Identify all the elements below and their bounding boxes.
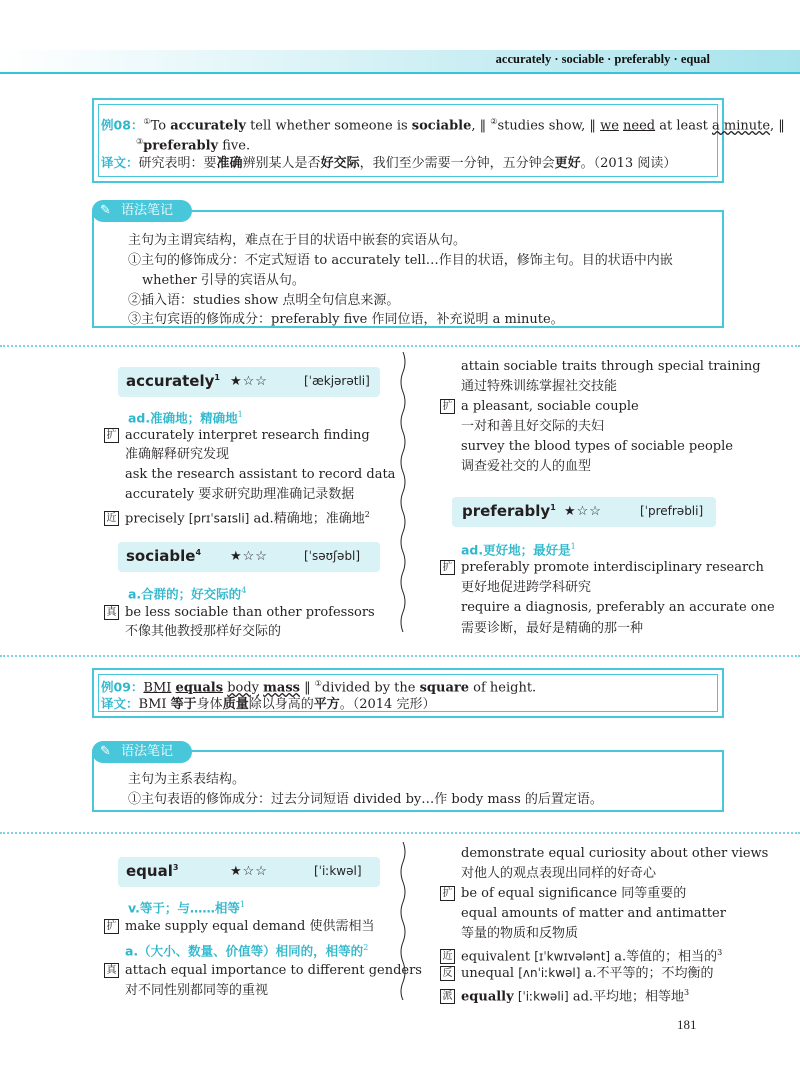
pen-icon: ✎ (100, 744, 111, 759)
note-1-line: ③主句宾语的修饰成分：preferably five 作同位语，补充说明 a minute。 (128, 312, 564, 327)
phrase-zh: 对不同性别都同等的重视 (125, 983, 269, 998)
synonym: 近 precisely [prɪˈsaɪsli] ad.精确地；准确地$^2$ (104, 506, 370, 528)
phrase: equal amounts of matter and antimatter (461, 906, 726, 921)
entry-head-accurately: accurately$^1$ ★☆☆ [ˈækjərətli] (118, 367, 380, 397)
antonym: 反 unequal [ʌnˈiːkwəl] a.不平等的；不均衡的 (440, 964, 713, 983)
phrase: attain sociable traits through special training (461, 359, 761, 374)
note-1-line: ②插入语：studies show 点明全句信息来源。 (128, 293, 400, 308)
phrase-zh: 不像其他教授那样好交际的 (125, 624, 282, 639)
phrase: 扩 accurately interpret research finding (104, 427, 370, 445)
phrase-zh: 通过特殊训练掌握社交技能 (461, 379, 618, 394)
phrase-zh: 对他人的观点表现出同样的好奇心 (461, 866, 657, 881)
phrase-zh: 等量的物质和反物质 (461, 926, 579, 941)
pos-accurately: ad.准确地；精确地$^1$ (128, 410, 243, 426)
note-1-line: 主句为主谓宾结构，难点在于目的状语中嵌套的宾语从句。 (128, 233, 467, 248)
rating-stars: ★☆☆ (230, 549, 268, 564)
phrase-zh: 更好地促进跨学科研究 (461, 580, 592, 595)
phrase: require a diagnosis, preferably an accurate one (461, 600, 775, 615)
phrase: demonstrate equal curiosity about other views (461, 846, 769, 861)
header-rule (0, 72, 800, 74)
phrase-zh: 调查爱社交的人的血型 (461, 459, 592, 474)
pos-preferably: ad.更好地；最好是$^1$ (461, 542, 576, 558)
phrase: 真 be less sociable than other professors (104, 604, 375, 622)
note-2-line: 主句为主系表结构。 (128, 772, 246, 787)
note-2-line: ①主句表语的修饰成分：过去分词短语 divided by…作 body mass 的后置定语。 (128, 792, 603, 807)
rating-stars: ★☆☆ (564, 504, 602, 519)
derivative: 派 equally [ˈiːkwəli] ad.平均地；相等地$^3$ (440, 984, 689, 1006)
header-title: accurately · sociable · preferably · equal (495, 52, 710, 66)
phrase: survey the blood types of sociable people (461, 439, 733, 454)
phrase-zh: 需要诊断，最好是精确的那一种 (461, 621, 644, 636)
section-divider (0, 655, 800, 657)
column-divider (397, 352, 409, 642)
pos-equal-adj: a.（大小、数量、价值等）相同的，相等的$^2$ (125, 943, 369, 959)
example-08-sentence-line1: 例08：①To accurately tell whether someone is sociable, ‖ ②studies show, ‖ we need at least a minute, ‖ (101, 117, 785, 134)
example-09-sentence: 例09：BMI equals body mass ‖ ①divided by the square of height. (101, 679, 537, 696)
synonym: 近 equivalent [ɪˈkwɪvələnt] a.等值的；相当的$^3$ (440, 944, 722, 966)
phrase: 扩 be of equal significance 同等重要的 (440, 885, 686, 903)
example-09-translation: 译文：BMI 等于身体质量除以身高的平方。（2014 完形） (101, 696, 436, 712)
entry-head-equal: equal$^3$ ★☆☆ [ˈiːkwəl] (118, 857, 380, 887)
column-divider (397, 842, 409, 1000)
example-08-sentence-line2: ③preferably five. (136, 137, 251, 154)
page-number: 181 (677, 1017, 697, 1032)
pen-icon: ✎ (100, 203, 111, 218)
phrase: 扩 preferably promote interdisciplinary research (440, 559, 764, 577)
example-08-translation: 译文：研究表明：要准确辨别某人是否好交际，我们至少需要一分钟，五分钟会更好。（2013 阅读） (101, 155, 677, 171)
grammar-note-2-tab: ✎ 语法笔记 (92, 741, 192, 763)
phrase-zh: 一对和善且好交际的夫妇 (461, 419, 605, 434)
note-1-line: whether 引导的宾语从句。 (142, 273, 305, 288)
entry-head-sociable: sociable$^4$ ★☆☆ [ˈsəʊʃəbl] (118, 542, 380, 572)
rating-stars: ★☆☆ (230, 864, 268, 879)
phrase: 真 attach equal importance to different genders (104, 962, 422, 980)
phrase: 扩 a pleasant, sociable couple (440, 398, 639, 416)
section-divider (0, 345, 800, 347)
phrase: accurately 要求研究助理准确记录数据 (125, 487, 355, 502)
phrase: 扩 make supply equal demand 使供需相当 (104, 918, 374, 936)
pos-sociable: a.合群的；好交际的$^4$ (128, 586, 247, 602)
entry-head-preferably: preferably$^1$ ★☆☆ [ˈprefrəbli] (452, 497, 716, 527)
phrase-zh: 准确解释研究发现 (125, 447, 230, 462)
pos-equal-verb: v.等于；与……相等$^1$ (128, 900, 245, 916)
rating-stars: ★☆☆ (230, 374, 268, 389)
phrase: ask the research assistant to record data (125, 467, 396, 482)
note-1-line: ①主句的修饰成分：不定式短语 to accurately tell…作目的状语，修饰主句。目的状语中内嵌 (128, 253, 673, 268)
section-divider (0, 832, 800, 834)
grammar-note-1-tab: ✎ 语法笔记 (92, 200, 192, 222)
